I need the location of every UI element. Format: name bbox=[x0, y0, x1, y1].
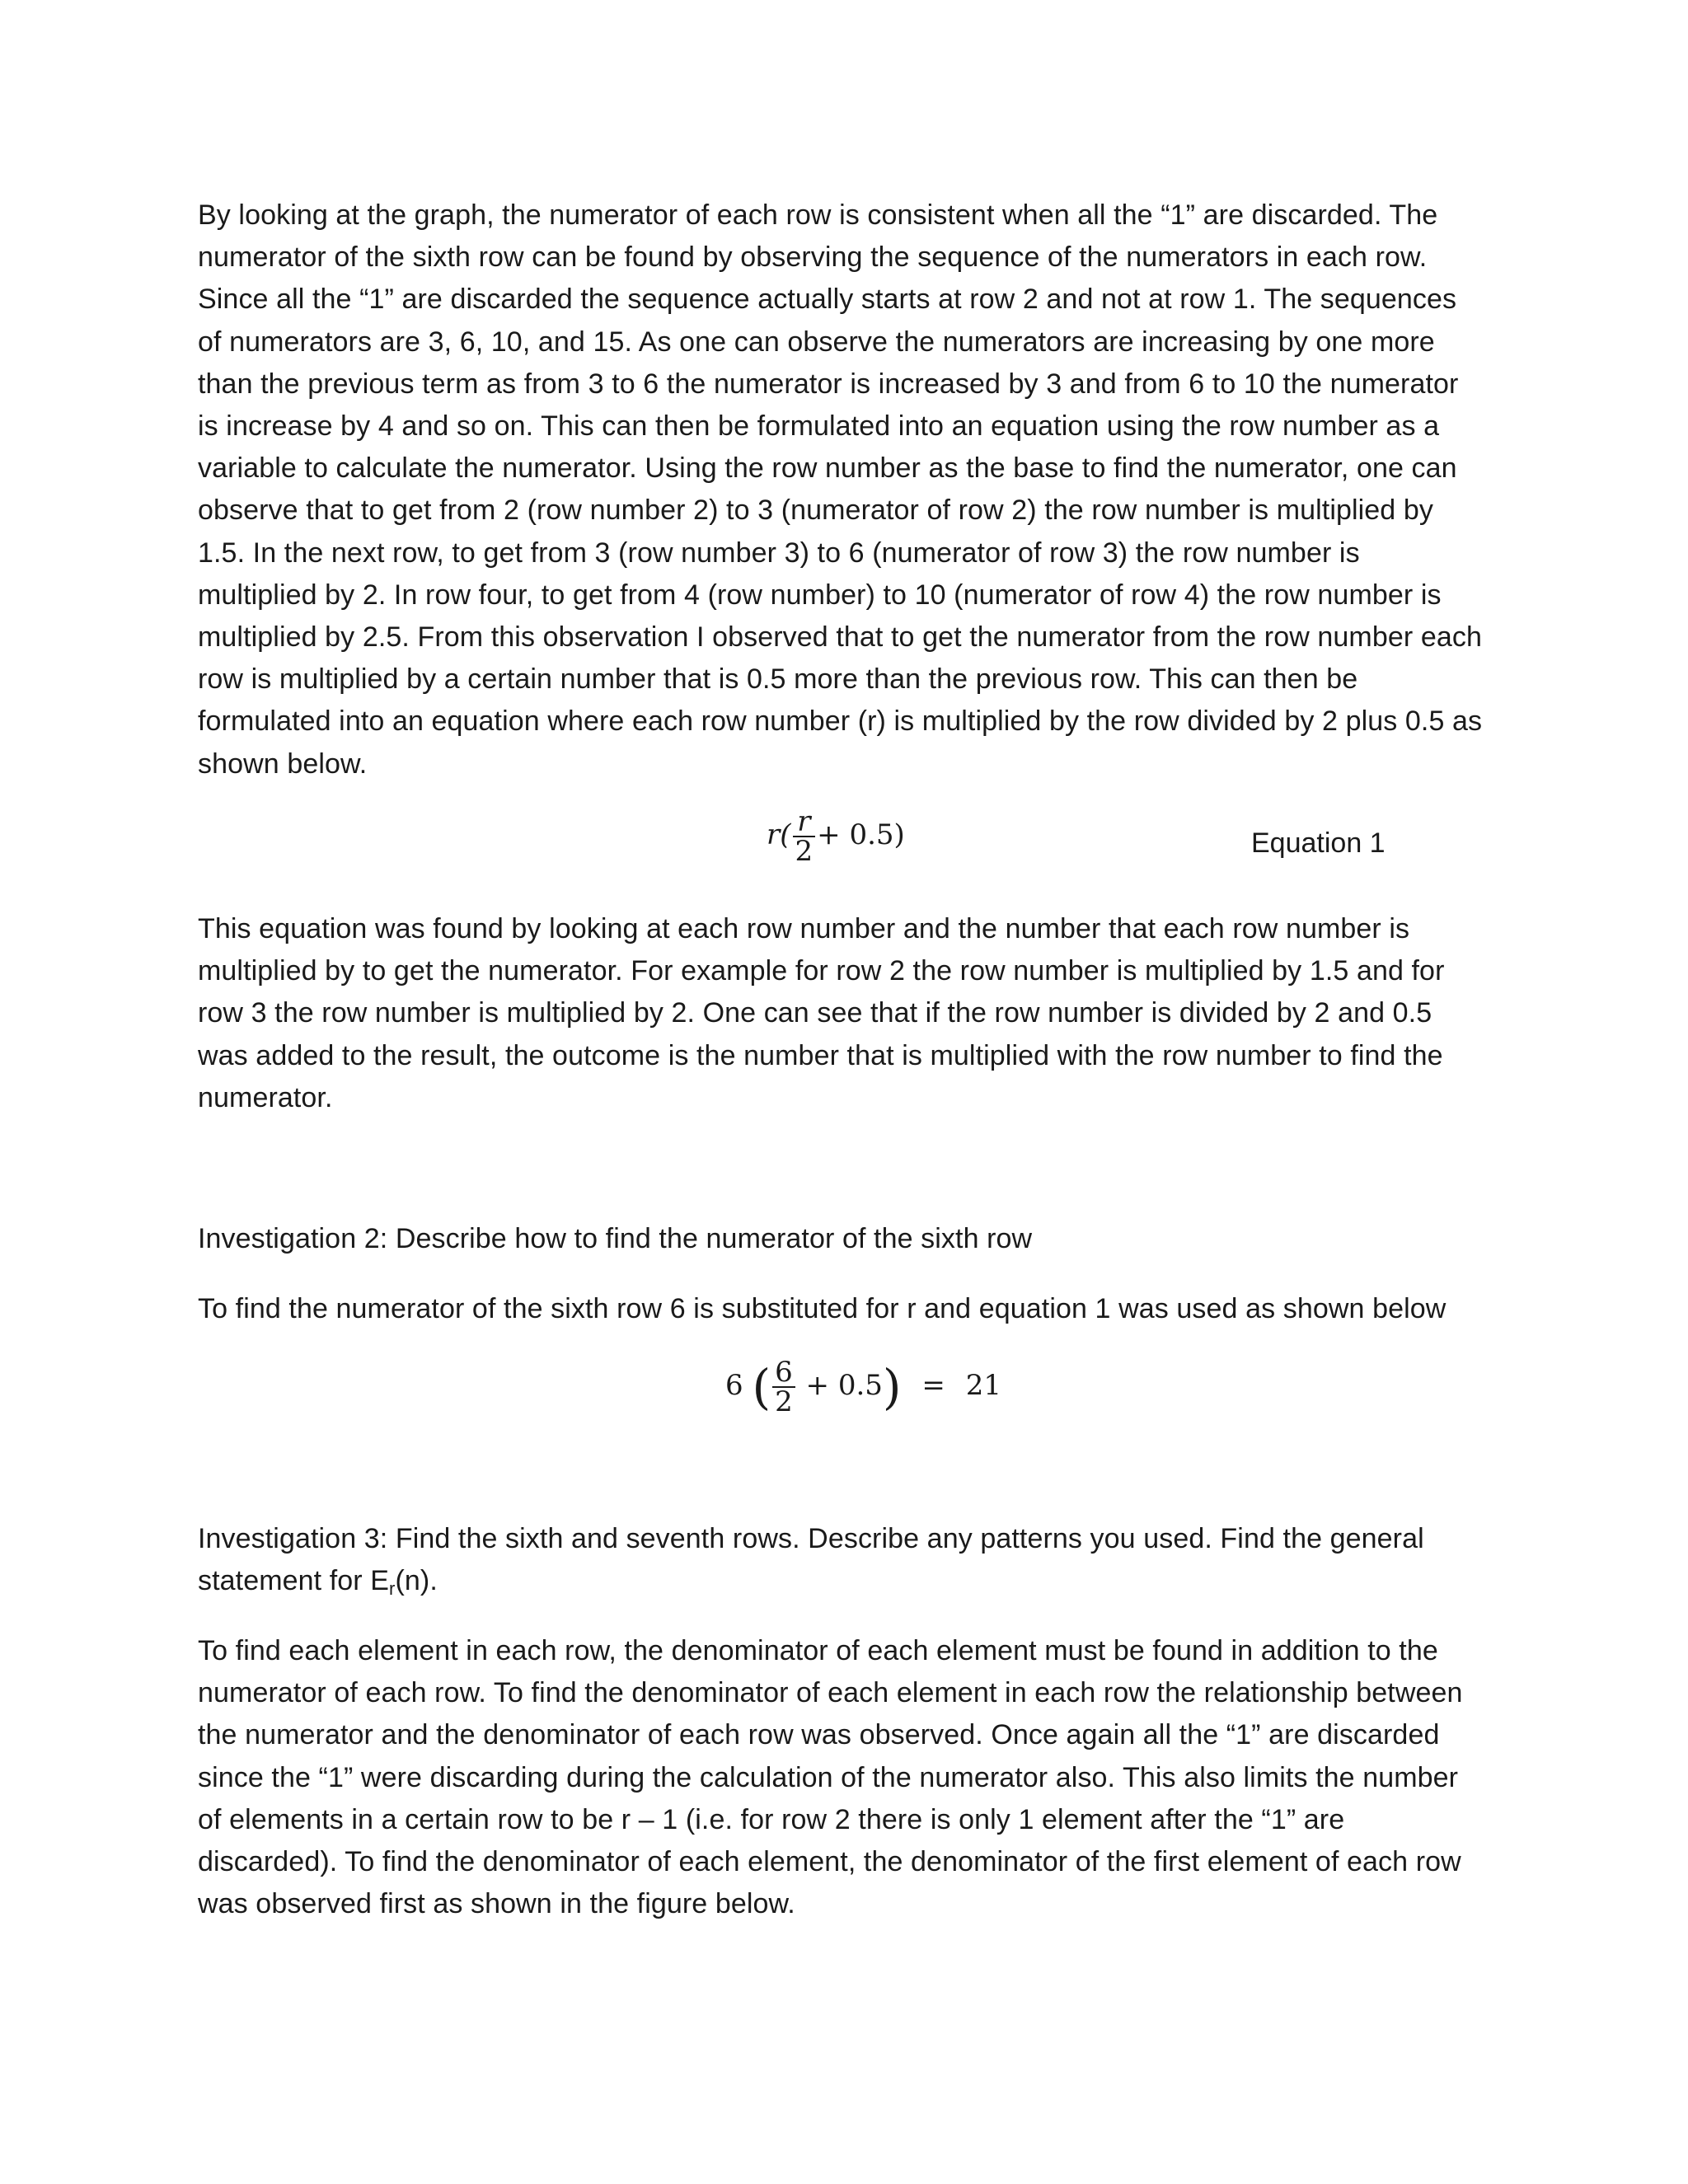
equation-2-result: 21 bbox=[965, 1369, 1001, 1402]
equation-2-close-paren: ) bbox=[882, 1359, 902, 1415]
equation-1-tail: + 0.5) bbox=[817, 818, 905, 851]
investigation-2-heading: Investigation 2: Describe how to find the numerator of the sixth row bbox=[198, 1223, 1033, 1254]
paragraph-numerator-sequence: By looking at the graph, the numerator of each row is consistent when all the “1” are discarded. The numerator of the sixth row can be found by observing the sequence of the numerators in each row. Since all the “1” are discarded the sequence actually starts at row 2 and not at row 1. The sequences of numerators are 3, 6, 10, and 15. As one can observe the numerators are increasing by one more than the previous term as from 3 to 6 the numerator is increased by 3 and from 6 to 10 the numerator is increase by 4 and so on. This can then be formulated into an equation using the row number as a variable to calculate the numerator. Using the row number as the base to find the numerator, one can observe that to get from 2 (row number 2) to 3 (numerator of row 2) the row number is multiplied by 1.5. In the next row, to get from 3 (row number 3) to 6 (numerator of row 3) the row number is multiplied by 2. In row four, to get from 4 (row number) to 10 (numerator of row 4) the row number is multiplied by 2.5. From this observation I observed that to get the numerator from the row number each row is multiplied by a certain number that is 0.5 more than the previous row. This can then be formulated into an equation where each row number (r) is multiplied by the row divided by 2 plus 0.5 as shown below. bbox=[198, 199, 1483, 780]
equation-2-plus-term: + 0.5 bbox=[805, 1369, 883, 1402]
investigation-3-heading-subscript: r bbox=[389, 1578, 396, 1600]
equation-1-numerator: r bbox=[797, 805, 811, 838]
investigation-3-heading-text: Investigation 3: Find the sixth and seventh rows. Describe any patterns you used. Find the general statement for E bbox=[198, 1523, 1424, 1597]
equation-2-open-paren: ( bbox=[752, 1359, 771, 1415]
equation-1-label: Equation 1 bbox=[1251, 827, 1386, 859]
equation-1-denominator: 2 bbox=[793, 836, 816, 865]
equation-2-fraction bbox=[772, 1358, 795, 1416]
investigation-3-heading bbox=[198, 1518, 1484, 1602]
equation-1 bbox=[767, 805, 905, 868]
equation-2-coefficient: 6 bbox=[725, 1369, 743, 1402]
equation-2-denominator: 2 bbox=[772, 1386, 795, 1416]
paragraph-denominator-method: To find each element in each row, the denominator of each element must be found in addition to the numerator of each row. To find the denominator of each element in each row the relationship between the numerator and the denominator of each row was observed. Once again all the “1” are discarded since the “1” were discarding during the calculation of the numerator also. This also limits the number of elements in a certain row to be r – 1 (i.e. for row 2 there is only 1 element after the “1” are discarded). To find the denominator of each element, the denominator of the first element of each row was observed first as shown in the figure below. bbox=[198, 1635, 1463, 1920]
paragraph-equation-explanation: This equation was found by looking at each row number and the number that each row number is multiplied by to get the numerator. For example for row 2 the row number is multiplied by 1.5 and for row 3 the row number is multiplied by 2. One can see that if the row number is divided by 2 and 0.5 was added to the result, the outcome is the number that is multiplied with the row number to find the numerator. bbox=[198, 913, 1445, 1113]
equation-2-numerator: 6 bbox=[775, 1356, 793, 1389]
equation-1-fraction bbox=[793, 805, 816, 868]
investigation-2-text: To find the numerator of the sixth row 6 is substituted for r and equation 1 was used as shown below bbox=[198, 1293, 1447, 1324]
equation-1-lead: r( bbox=[767, 818, 791, 851]
equation-2 bbox=[725, 1358, 1001, 1416]
equation-2-equals: = bbox=[921, 1369, 945, 1402]
investigation-3-heading-suffix: (n). bbox=[395, 1565, 438, 1597]
